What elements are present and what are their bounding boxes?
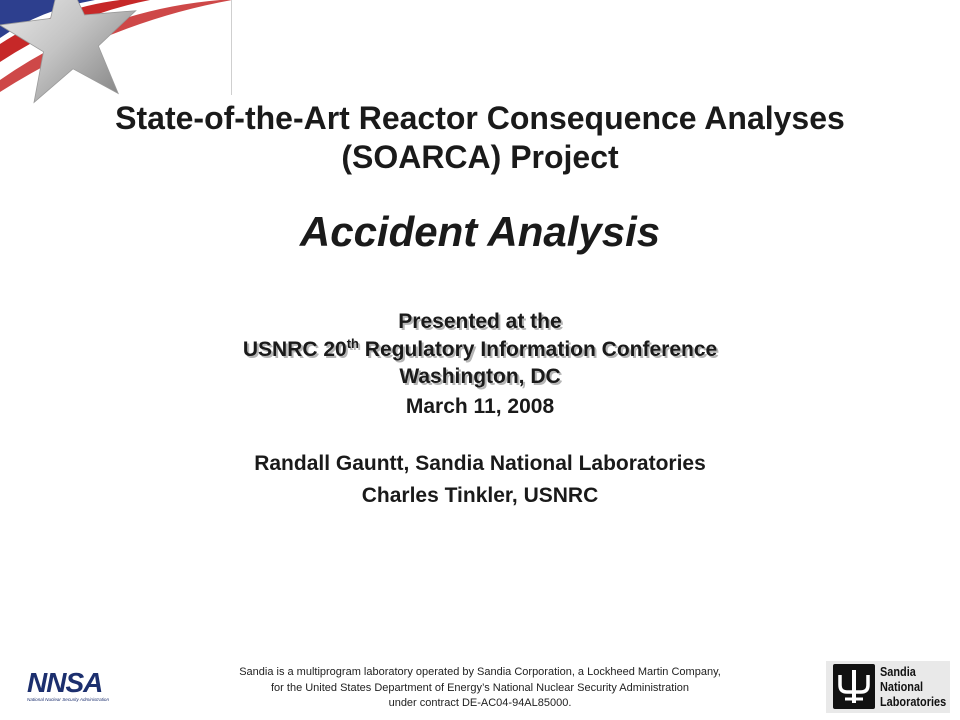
ordinal-superscript: th [346, 336, 359, 351]
sandia-logo [826, 661, 950, 713]
thunderbird-icon [833, 664, 875, 709]
sandia-wordmark [880, 664, 947, 709]
nnsa-logo [27, 669, 122, 705]
slide-title-line-2: (SOARCA) Project [341, 139, 619, 175]
header-divider-line [231, 0, 232, 95]
presenter-1: Randall Gauntt, Sandia National Laboratories [254, 452, 706, 475]
nnsa-wordmark: NNSA [27, 667, 103, 698]
sandia-wordmark-line: Sandia [880, 664, 916, 679]
nnsa-tagline: National Nuclear Security Administration [27, 697, 110, 702]
presented-at-text: Presented at the [398, 310, 562, 333]
presentation-date: March 11, 2008 [405, 395, 555, 418]
slide-subtitle: Accident Analysis [299, 208, 661, 255]
conference-name-prefix: USNRC 20 [242, 338, 347, 361]
conference-name-suffix: Regulatory Information Conference [358, 338, 718, 361]
presenter-2: Charles Tinkler, USNRC [361, 484, 599, 507]
footer-disclaimer-line-2: for the United States Department of Energy’s National Nuclear Security Administration [271, 682, 689, 694]
sandia-wordmark-line: Laboratories [880, 694, 947, 709]
footer-disclaimer-line-1: Sandia is a multiprogram laboratory operated by Sandia Corporation, a Lockheed Martin Company, [239, 666, 721, 678]
footer-disclaimer-line-3: under contract DE-AC04-94AL85000. [388, 697, 572, 709]
sandia-wordmark-line: National [880, 679, 924, 694]
conference-location: Washington, DC [399, 365, 561, 388]
conference-name [0, 337, 960, 363]
slide-title-line-1: State-of-the-Art Reactor Consequence Analyses [115, 100, 845, 136]
